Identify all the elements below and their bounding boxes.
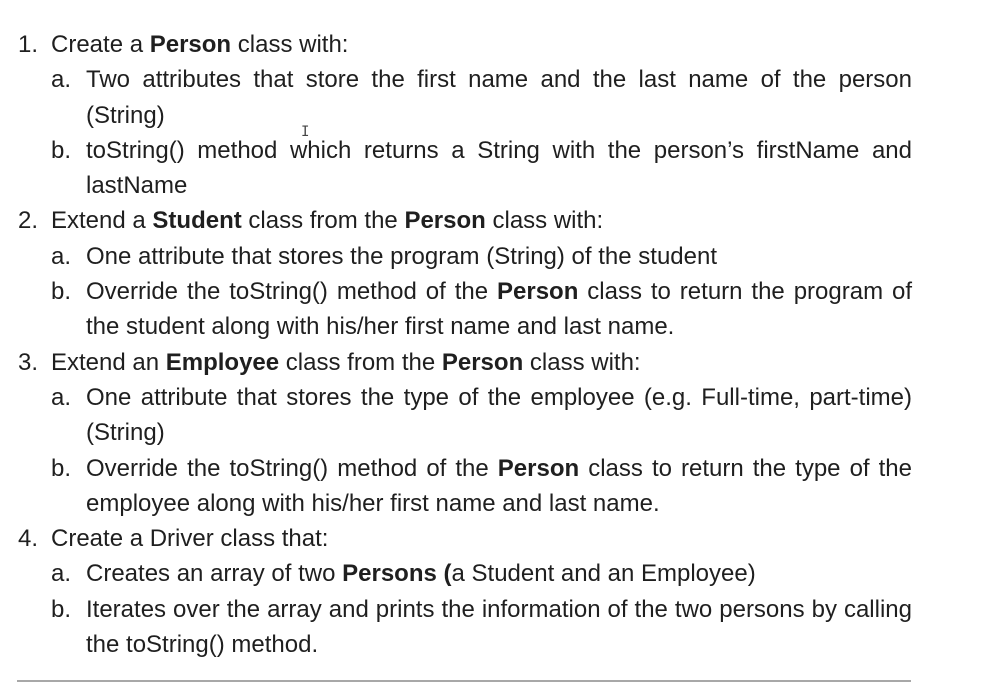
item-number: 3. <box>18 348 39 376</box>
sub-item <box>51 239 912 274</box>
list-item <box>0 203 912 344</box>
sub-item-letter: a. <box>51 66 72 94</box>
bold-text: Person <box>497 454 580 482</box>
sub-item <box>51 62 912 133</box>
sub-item-letter: b. <box>51 454 72 482</box>
text-run: Override the toString() method of the <box>86 278 497 306</box>
sub-item <box>51 556 912 591</box>
item-heading <box>51 345 912 380</box>
text-run: class to return the type of the employee along with his/her first name and last name. <box>86 454 912 517</box>
text-run: Creates an array of two <box>86 560 343 588</box>
text-run: class from the <box>241 207 405 235</box>
text-run: Create a Driver class that: <box>51 525 329 553</box>
text-run: Two attributes that store the first name and the last name of the person (String) <box>86 66 912 129</box>
sub-item-text <box>86 596 912 658</box>
sub-item-text <box>86 66 912 128</box>
list-item <box>0 345 912 521</box>
list-item <box>0 27 912 203</box>
item-number: 1. <box>18 31 39 58</box>
bold-text: Person <box>497 278 579 306</box>
text-run: Override the toString() method of the <box>86 454 498 482</box>
sub-item <box>51 451 912 522</box>
sub-item-text <box>86 455 912 517</box>
item-number: 4. <box>18 525 39 553</box>
text-run: class to return the program of the student along with his/her first name and last name. <box>86 278 912 341</box>
text-cursor-icon: I <box>301 124 310 140</box>
bold-text: Person <box>404 207 486 235</box>
sub-item <box>51 274 912 345</box>
sub-item-letter: b. <box>51 278 72 306</box>
horizontal-rule <box>17 680 911 682</box>
sub-item-letter: b. <box>51 595 72 623</box>
sub-item <box>51 592 912 663</box>
sub-item <box>51 380 912 451</box>
text-run: Extend a <box>51 207 153 235</box>
sub-item-letter: a. <box>51 560 72 588</box>
text-run: class with: <box>485 207 604 235</box>
text-run: toString() method which returns a String with the person’s firstName and lastName <box>86 136 912 200</box>
text-run: Extend an <box>51 348 166 376</box>
text-run: Iterates over the array and prints the information of the two persons by calling the toString() method. <box>86 595 912 659</box>
bold-text: Employee <box>165 348 280 376</box>
bold-text: Person <box>441 348 524 376</box>
sub-item-letter: a. <box>51 242 72 270</box>
sub-item-letter: b. <box>51 136 72 164</box>
sub-item-letter: a. <box>51 383 72 411</box>
text-run: One attribute that stores the type of the employee (e.g. Full-time, part-time) (String) <box>86 383 912 447</box>
text-run: class with: <box>231 31 349 58</box>
sub-item-text <box>86 384 912 446</box>
sub-item <box>51 133 912 204</box>
sub-item-text <box>86 137 912 199</box>
text-run: Create a <box>51 31 150 58</box>
text-run: class from the <box>279 348 442 376</box>
item-heading <box>51 27 912 62</box>
text-run: class with: <box>523 348 641 376</box>
text-run: a Student and an Employee) <box>451 560 756 588</box>
item-number: 2. <box>18 207 39 235</box>
bold-text: Student <box>152 207 242 235</box>
bold-text: Persons ( <box>342 560 452 588</box>
list-item <box>0 521 912 662</box>
item-heading <box>51 203 912 238</box>
text-run: One attribute that stores the program (String) of the student <box>86 242 717 270</box>
sub-item-text <box>86 243 717 270</box>
item-heading <box>51 521 912 556</box>
sub-item-text <box>86 278 912 340</box>
bold-text: Person <box>149 31 232 58</box>
assignment-document <box>0 27 986 662</box>
sub-item-text <box>86 560 756 587</box>
